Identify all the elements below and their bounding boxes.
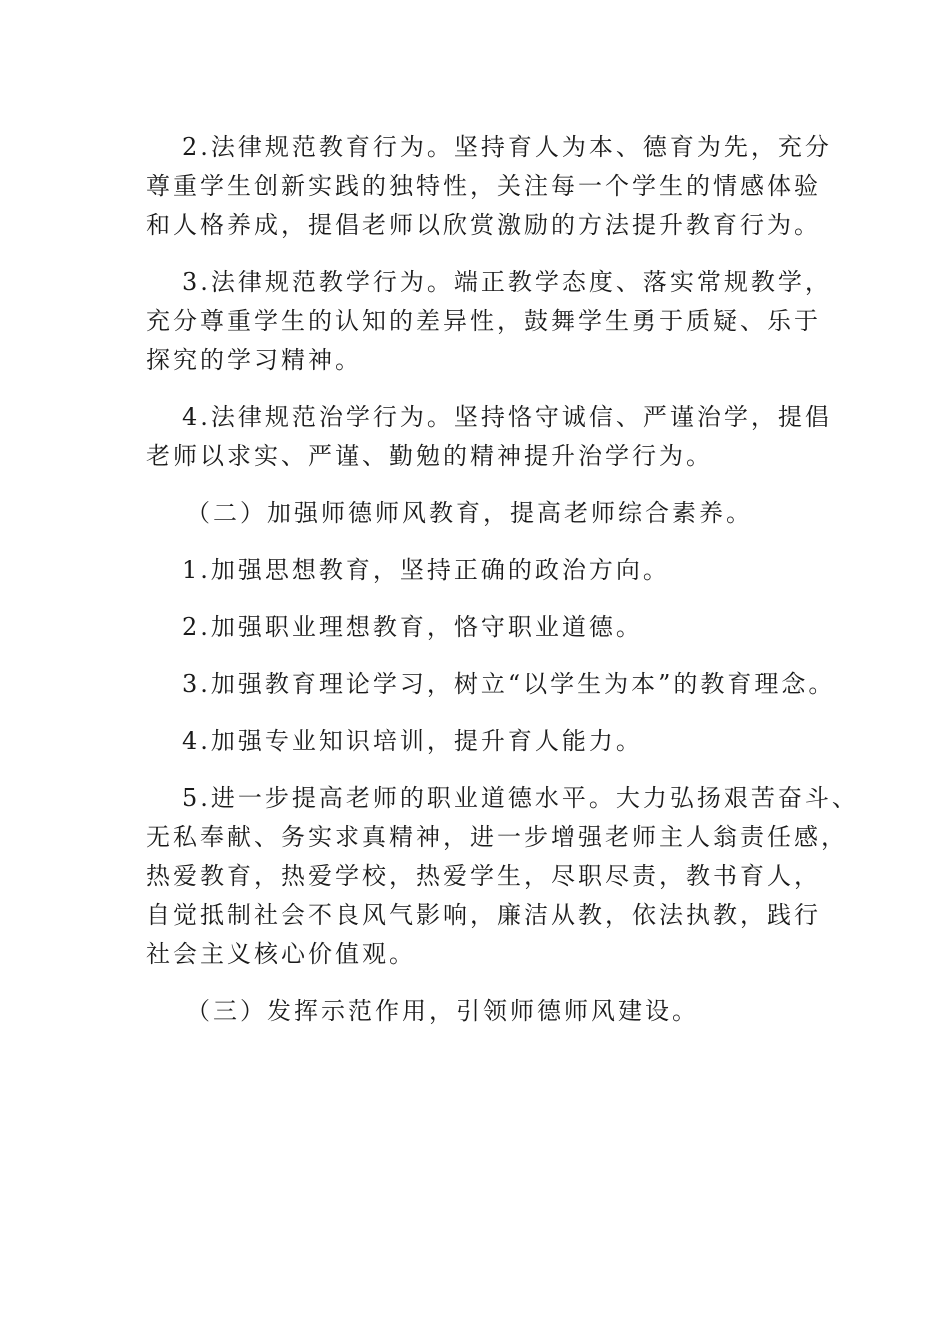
section-heading-3 xyxy=(146,992,826,1031)
text-line: 社会主义核心价值观。 xyxy=(146,940,416,968)
text-line: 充分尊重学生的认知的差异性，鼓舞学生勇于质疑、乐于 xyxy=(146,307,821,335)
section-heading: （二）加强师德师风教育，提高老师综合素养。 xyxy=(186,499,753,527)
paragraph-4-scholarship xyxy=(146,398,832,476)
text-line: 热爱教育，热爱学校，热爱学生，尽职尽责，教书育人， xyxy=(146,862,821,890)
document-body xyxy=(146,128,859,1049)
paragraph-2-teaching-behavior xyxy=(146,128,832,245)
text-line: 尊重学生创新实践的独特性，关注每一个学生的情感体验 xyxy=(146,172,821,200)
paragraph-3-theory xyxy=(146,665,836,704)
text-line: 4.加强专业知识培训，提升育人能力。 xyxy=(182,727,643,755)
paragraph-2-career-ideal xyxy=(146,608,826,647)
text-line: 3.法律规范教学行为。端正教学态度、落实常规教学， xyxy=(182,268,832,296)
text-line: 2.法律规范教育行为。坚持育人为本、德育为先，充分 xyxy=(182,133,832,161)
paragraph-4-training xyxy=(146,722,826,761)
paragraph-3-teaching-practice xyxy=(146,263,832,380)
paragraph-5-morality xyxy=(146,779,859,974)
section-heading: （三）发挥示范作用，引领师德师风建设。 xyxy=(186,997,699,1025)
paragraph-1-ideology xyxy=(146,551,826,590)
text-line: 探究的学习精神。 xyxy=(146,346,362,374)
text-line: 老师以求实、严谨、勤勉的精神提升治学行为。 xyxy=(146,442,713,470)
text-line: 4.法律规范治学行为。坚持恪守诚信、严谨治学，提倡 xyxy=(182,403,832,431)
text-line: 2.加强职业理想教育，恪守职业道德。 xyxy=(182,613,643,641)
text-line: 和人格养成，提倡老师以欣赏激励的方法提升教育行为。 xyxy=(146,211,821,239)
text-line: 3.加强教育理论学习，树立“以学生为本”的教育理念。 xyxy=(182,670,836,698)
text-line: 5.进一步提高老师的职业道德水平。大力弘扬艰苦奋斗、 xyxy=(182,784,859,812)
section-heading-2 xyxy=(146,494,826,533)
text-line: 自觉抵制社会不良风气影响，廉洁从教，依法执教，践行 xyxy=(146,901,821,929)
text-line: 1.加强思想教育，坚持正确的政治方向。 xyxy=(182,556,670,584)
text-line: 无私奉献、务实求真精神，进一步增强老师主人翁责任感， xyxy=(146,823,848,851)
